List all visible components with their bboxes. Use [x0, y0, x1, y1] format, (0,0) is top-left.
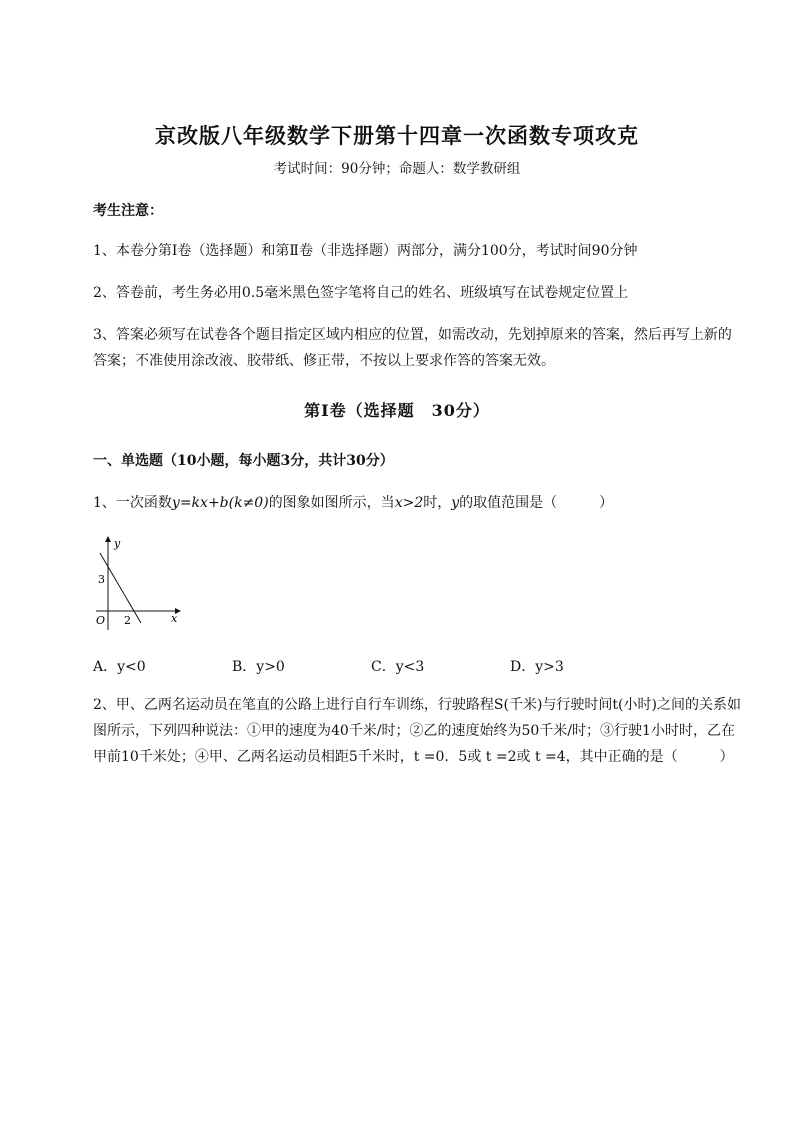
q1-after: 时，	[423, 495, 452, 511]
q1-option-d: D．y>3	[510, 659, 564, 675]
page-title: 京改版八年级数学下册第十四章一次函数专项攻克	[155, 123, 639, 148]
q1-var: y	[451, 495, 460, 511]
notice-item-3: 3、答案必须写在试卷各个题目指定区域内相应的位置，如需改动，先划掉原来的答案，然后再写上新的答案；不准使用涂改液、胶带纸、修正带，不按以上要求作答的答案无效。	[93, 327, 732, 369]
q1-option-b: B．y>0	[232, 659, 285, 675]
notice-heading: 考生注意：	[93, 203, 163, 219]
question-1	[93, 490, 743, 516]
q1-suffix: 的取值范围是（ ）	[459, 495, 614, 511]
y-intercept-label: 3	[98, 573, 105, 586]
q1-prefix: 1、一次函数	[93, 495, 172, 511]
page-subtitle: 考试时间：90分钟；命题人：数学教研组	[273, 161, 521, 177]
part-heading: 一、单选题（10小题，每小题3分，共计30分）	[93, 453, 394, 469]
q1-middle: 的图象如图所示，当	[268, 495, 395, 511]
q1-option-a: A．y<0	[93, 659, 146, 675]
q1-function-graph	[88, 533, 188, 633]
x-axis-label: x	[171, 612, 178, 625]
q1-condition: x>2	[394, 495, 424, 511]
q1-option-c: C．y<3	[371, 659, 425, 675]
section-title: 第I卷（选择题 30分）	[304, 401, 490, 420]
question-2: 2、甲、乙两名运动员在笔直的公路上进行自行车训练，行驶路程S(千米)与行驶时间t(小时)之间的关系如图所示，下列四种说法：①甲的速度为40千米/时；②乙的速度始终为50千米/时；③行驶1小时时，乙在甲前10千米处；④甲、乙两名运动员相距5千米时，t =0．5或 t =2或 t =4，其中正确的是（ ）	[93, 697, 741, 765]
notice-item-2: 2、答卷前，考生务必用0.5毫米黑色签字笔将自己的姓名、班级填写在试卷规定位置上	[93, 285, 629, 301]
x-intercept-label: 2	[124, 614, 131, 627]
origin-label: O	[96, 614, 106, 627]
function-line	[100, 553, 141, 623]
notice-item-1: 1、本卷分第I卷（选择题）和第Ⅱ卷（非选择题）两部分，满分100分，考试时间90分钟	[93, 243, 638, 259]
y-axis-label: y	[114, 537, 121, 550]
q1-formula: y=kx+b(k≠0)	[171, 495, 269, 511]
